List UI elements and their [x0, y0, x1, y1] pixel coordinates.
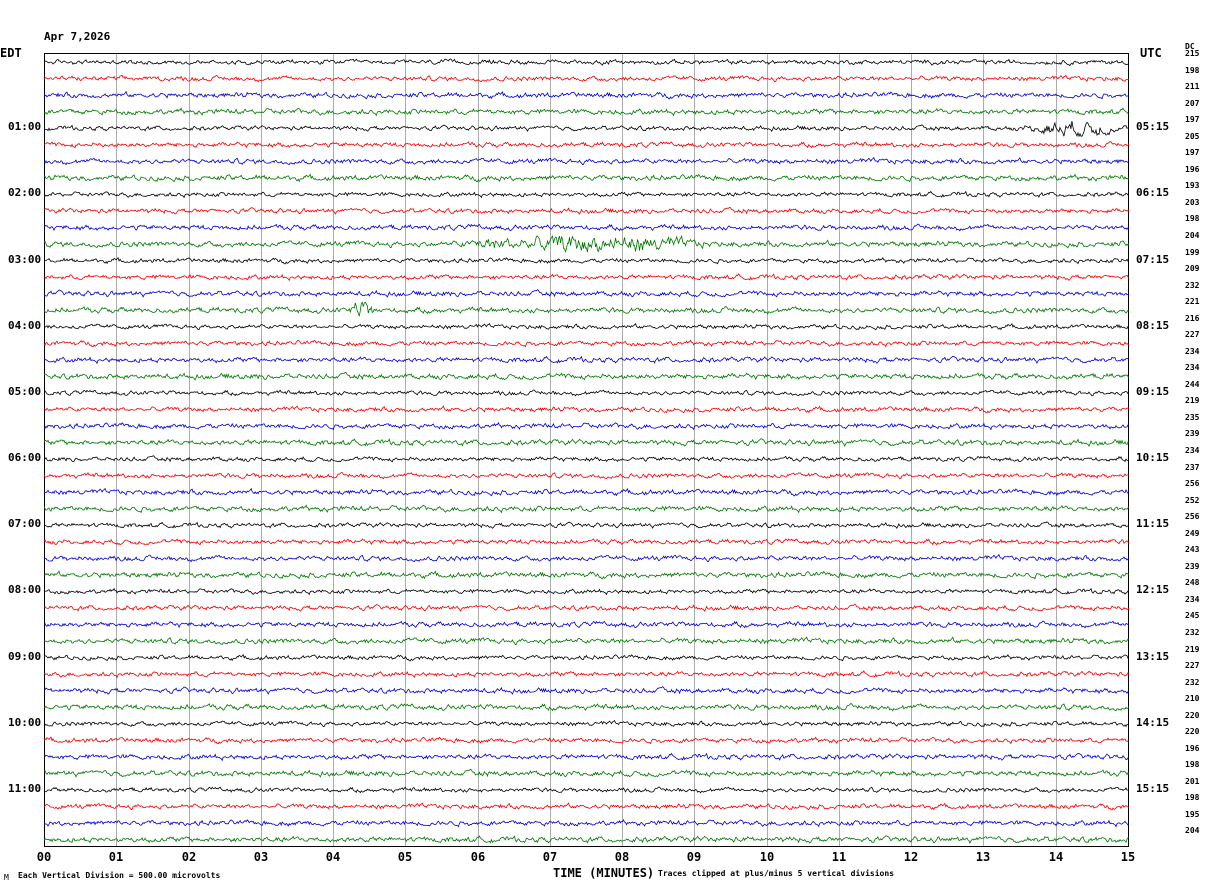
- hour-label-utc: 15:15: [1136, 781, 1170, 795]
- dc-value: 249: [1185, 528, 1200, 538]
- hour-label-edt: 09:00: [8, 649, 42, 663]
- hour-label-utc: 08:15: [1136, 318, 1170, 332]
- x-tick-label: 04: [325, 850, 341, 864]
- dc-value: 221: [1185, 297, 1200, 307]
- x-tick-label: 09: [686, 850, 702, 864]
- dc-value: 239: [1185, 561, 1200, 571]
- dc-value: 195: [1185, 809, 1200, 819]
- hour-label-edt: 11:00: [8, 781, 42, 795]
- dc-value: 239: [1185, 429, 1200, 439]
- hour-label-edt: 04:00: [8, 318, 42, 332]
- x-tick-label: 00: [36, 850, 52, 864]
- dc-value: 211: [1185, 82, 1200, 92]
- x-tick-label: 13: [975, 850, 991, 864]
- hour-label-edt: 06:00: [8, 451, 42, 464]
- hour-label-edt: 02:00: [8, 186, 42, 200]
- hour-label-edt: 05:00: [8, 384, 42, 398]
- dc-value: 256: [1185, 512, 1200, 522]
- hour-label-utc: 10:15: [1136, 451, 1170, 464]
- hour-label-utc: 12:15: [1136, 583, 1170, 597]
- hour-label-edt: 07:00: [8, 517, 42, 531]
- dc-value: 204: [1185, 230, 1200, 240]
- dc-value: 197: [1185, 148, 1200, 158]
- dc-value: 198: [1185, 793, 1200, 803]
- x-tick-label: 08: [614, 850, 630, 864]
- x-tick-label: 07: [542, 850, 558, 864]
- hour-label-utc: 05:15: [1136, 120, 1170, 134]
- seismogram-canvas: [44, 53, 1129, 847]
- x-tick-label: 15: [1120, 850, 1136, 864]
- dc-value: 199: [1185, 247, 1200, 257]
- hour-label-edt: 03:00: [8, 252, 42, 266]
- hour-label-utc: 11:15: [1136, 517, 1170, 531]
- dc-value: 210: [1185, 694, 1200, 704]
- dc-value: 207: [1185, 98, 1200, 108]
- dc-value: 216: [1185, 313, 1200, 323]
- dc-value: 219: [1185, 644, 1200, 654]
- dc-value: 234: [1185, 363, 1200, 373]
- x-tick-label: 11: [831, 850, 847, 864]
- hour-label-utc: 14:15: [1136, 715, 1170, 729]
- dc-value: 197: [1185, 115, 1200, 125]
- dc-value: 203: [1185, 197, 1200, 207]
- dc-value: 234: [1185, 446, 1200, 455]
- seismogram-plot: [44, 53, 1129, 847]
- dc-value: 196: [1185, 743, 1200, 753]
- dc-value: 209: [1185, 264, 1200, 274]
- dc-value: 243: [1185, 545, 1200, 555]
- dc-value: 198: [1185, 65, 1200, 75]
- dc-value: 234: [1185, 594, 1200, 604]
- x-tick-label: 10: [759, 850, 775, 864]
- hour-label-edt: 10:00: [8, 715, 42, 729]
- hour-label-utc: 06:15: [1136, 186, 1170, 200]
- dc-value: 252: [1185, 495, 1200, 505]
- hour-label-utc: 09:15: [1136, 384, 1170, 398]
- dc-value: 205: [1185, 131, 1200, 141]
- x-tick-label: 06: [470, 850, 486, 864]
- footer-clip-note: Traces clipped at plus/minus 5 vertical divisions: [658, 869, 895, 878]
- dc-value: 232: [1185, 677, 1200, 687]
- hour-label-edt: 01:00: [8, 120, 42, 134]
- dc-value: 198: [1185, 214, 1200, 224]
- dc-value: 245: [1185, 611, 1200, 621]
- hour-label-edt: 08:00: [8, 583, 42, 597]
- dc-value: 235: [1185, 412, 1200, 422]
- dc-value: 198: [1185, 760, 1200, 770]
- x-tick-label: 01: [108, 850, 124, 864]
- dc-value: 234: [1185, 346, 1200, 356]
- dc-value: 256: [1185, 479, 1200, 489]
- axis-label-edt: EDT: [0, 46, 22, 60]
- dc-value: 248: [1185, 578, 1200, 588]
- dc-value: 220: [1185, 710, 1200, 720]
- hour-label-utc: 07:15: [1136, 252, 1170, 266]
- dc-value: 244: [1185, 379, 1200, 389]
- dc-value: 196: [1185, 164, 1200, 174]
- dc-value: 232: [1185, 627, 1200, 637]
- dc-value: 232: [1185, 280, 1200, 290]
- dc-value: 193: [1185, 181, 1200, 191]
- dc-value: 227: [1185, 330, 1200, 340]
- header-date: Apr 7,2026: [44, 30, 111, 43]
- footer-scale-note: Each Vertical Division = 500.00 microvolts: [18, 871, 221, 880]
- axis-label-utc: UTC: [1140, 46, 1162, 60]
- dc-value: 220: [1185, 727, 1200, 737]
- x-tick-label: 12: [903, 850, 919, 864]
- x-tick-label: 14: [1048, 850, 1064, 864]
- hour-label-utc: 13:15: [1136, 649, 1170, 663]
- x-tick-label: 05: [397, 850, 413, 864]
- dc-value: 219: [1185, 396, 1200, 406]
- dc-value: 201: [1185, 776, 1200, 786]
- dc-value: 237: [1185, 462, 1200, 472]
- footer-mark: M: [4, 873, 9, 882]
- x-tick-label: 02: [181, 850, 197, 864]
- axis-label-dc: DC: [1185, 42, 1195, 51]
- dc-value: 215: [1185, 49, 1200, 58]
- dc-value: 227: [1185, 661, 1200, 671]
- x-axis-title: TIME (MINUTES): [553, 866, 655, 880]
- x-tick-label: 03: [253, 850, 269, 864]
- dc-value: 204: [1185, 826, 1200, 836]
